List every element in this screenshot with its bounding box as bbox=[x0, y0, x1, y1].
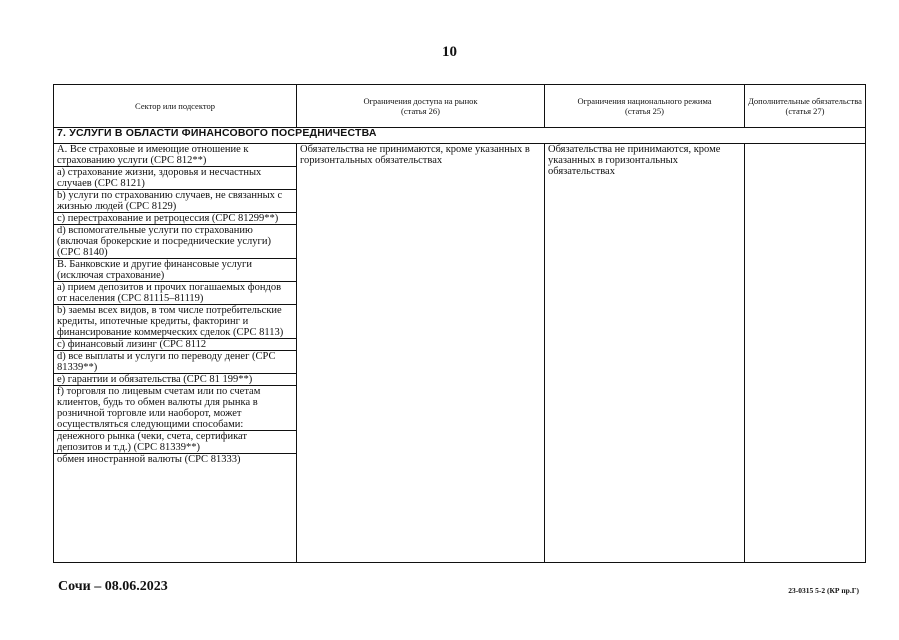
sector-item: b) заемы всех видов, в том числе потребительские кредиты, ипотечные кредиты, факторинг и финансирование коммерческих сделок (СРС 8113) bbox=[54, 305, 296, 339]
section-title: 7. УСЛУГИ В ОБЛАСТИ ФИНАНСОВОГО ПОСРЕДНИЧЕСТВА bbox=[54, 128, 866, 144]
header-market-access-label: Ограничения доступа на рынок bbox=[363, 96, 478, 106]
header-national-treatment bbox=[545, 85, 745, 128]
sector-item: денежного рынка (чеки, счета, сертификат депозитов и т.д.) (СРС 81339**) bbox=[54, 431, 296, 454]
header-market-access-article: (статья 26) bbox=[401, 106, 440, 116]
sector-item: f) торговля по лицевым счетам или по счетам клиентов, будь то обмен валюты для рынка в розничной торговле или наоборот, может осуществляться следующими способами: bbox=[54, 386, 296, 431]
sector-item: А. Все страховые и имеющие отношение к страхованию услуги (СРС 812**) bbox=[54, 144, 296, 167]
additional-cell bbox=[745, 144, 866, 563]
header-row bbox=[54, 85, 866, 128]
sector-item: В. Банковские и другие финансовые услуги (исключая страхование) bbox=[54, 259, 296, 282]
content-row bbox=[54, 144, 866, 563]
header-additional-label: Дополнительные обязательства bbox=[748, 96, 862, 106]
header-additional bbox=[745, 85, 866, 128]
market-access-text: Обязательства не принимаются, кроме указанных в горизонтальных обязательствах bbox=[300, 144, 530, 166]
sector-item: d) вспомогательные услуги по страхованию (включая брокерские и посреднические услуги) (СРС 8140) bbox=[54, 225, 296, 259]
header-sector-label: Сектор или подсектор bbox=[135, 101, 215, 111]
sector-item: а) страхование жизни, здоровья и несчастных случаев (СРС 8121) bbox=[54, 167, 296, 190]
market-access-cell bbox=[297, 144, 545, 563]
sector-item: d) все выплаты и услуги по переводу денег (СРС 81339**) bbox=[54, 351, 296, 374]
sector-item: с) финансовый лизинг (СРС 8112 bbox=[54, 339, 296, 351]
sector-item: b) услуги по страхованию случаев, не связанных с жизнью людей (СРС 8129) bbox=[54, 190, 296, 213]
sector-cell bbox=[54, 144, 297, 563]
sector-item: с) перестрахование и ретроцессия (СРС 81299**) bbox=[54, 213, 296, 225]
sector-item: а) прием депозитов и прочих погашаемых фондов от населения (СРС 81115–81119) bbox=[54, 282, 296, 305]
commitments-table bbox=[53, 84, 866, 563]
header-sector bbox=[54, 85, 297, 128]
header-market-access bbox=[297, 85, 545, 128]
national-treatment-text: Обязательства не принимаются, кроме указанных в горизонтальных обязательствах bbox=[548, 144, 721, 177]
sector-item: е) гарантии и обязательства (СРС 81 199**) bbox=[54, 374, 296, 386]
section-row bbox=[54, 128, 866, 144]
footer-date: Сочи – 08.06.2023 bbox=[58, 579, 168, 594]
sector-item: обмен иностранной валюты (СРС 81333) bbox=[57, 454, 241, 465]
footer-doc-code: 23-0315 5-2 (КР пр.Г) bbox=[788, 586, 859, 595]
header-additional-article: (статья 27) bbox=[785, 106, 825, 116]
header-national-treatment-label: Ограничения национального режима bbox=[577, 96, 712, 106]
national-treatment-cell bbox=[545, 144, 745, 563]
page-number: 10 bbox=[442, 44, 457, 60]
header-national-treatment-article: (статья 25) bbox=[625, 106, 664, 116]
